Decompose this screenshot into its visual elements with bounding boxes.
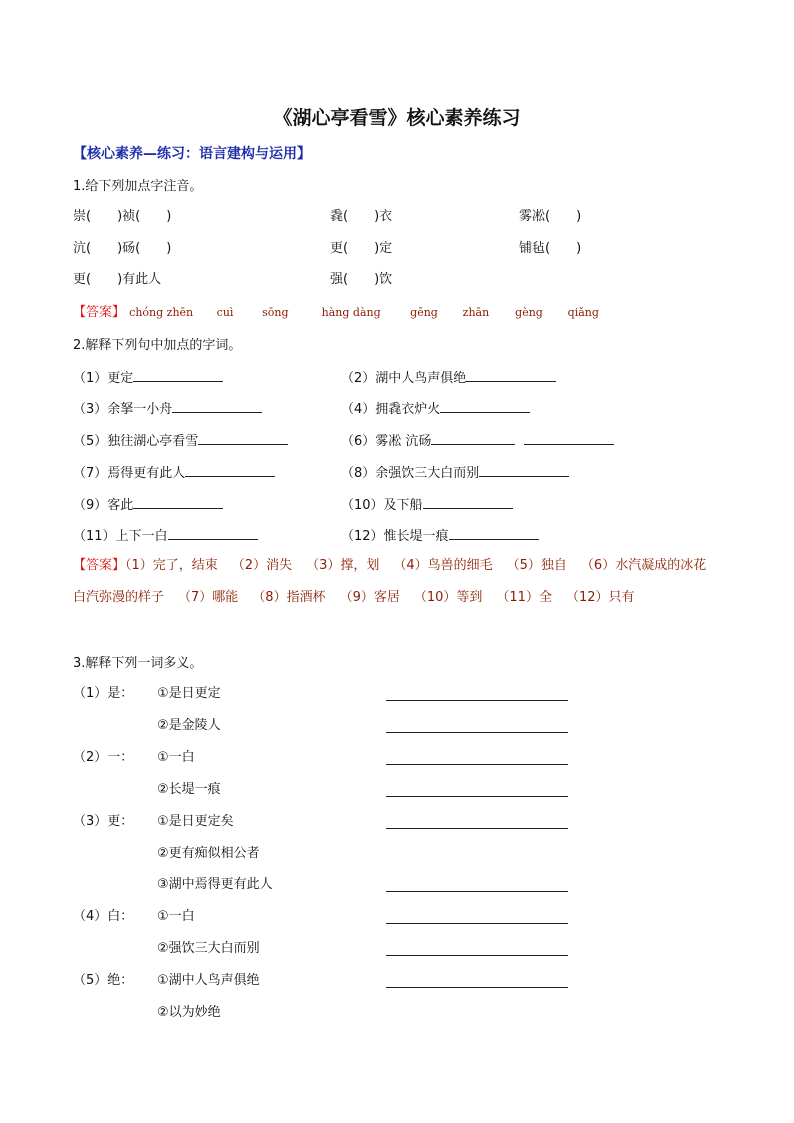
q3-item: ①是日更定 [157,686,221,701]
q1-item: 毳( )衣 [330,209,393,224]
q3-group-label: （5）绝： [73,973,134,988]
answer-line[interactable] [386,891,568,892]
answer-line[interactable] [386,764,568,765]
q1-item: 雾凇( ) [519,209,582,224]
q2-item: （10）及下船 [341,495,513,515]
answer-blank[interactable] [466,368,556,382]
q3-group-label: （2）一： [73,750,134,765]
answer-line[interactable] [386,700,568,701]
answer-blank[interactable] [198,431,288,445]
q1-item: 强( )饮 [330,272,393,287]
q3-item: ①湖中人鸟声俱绝 [157,973,260,988]
q3-item: ②更有痴似相公者 [157,846,260,861]
q2-item: （1）更定 [73,368,223,388]
answer-label: 【答案】 [73,305,126,320]
q1-answer: sōng [262,306,289,319]
q3-item: ③湖中焉得更有此人 [157,877,273,892]
answer-blank[interactable] [185,463,275,477]
answer-blank[interactable] [133,368,223,382]
answer-blank[interactable] [423,495,513,509]
q1-answer: gèng [515,306,543,319]
q1-item: 更( )定 [330,241,393,256]
q3-group-label: （4）白： [73,909,134,924]
q3-group-label: （3）更： [73,814,134,829]
q2-item: （4）拥毳衣炉火 [341,399,530,419]
answer-blank[interactable] [172,399,262,413]
q2-answer-block: 【答案】（1）完了，结束 （2）消失 （3）撑，划 （4）鸟兽的细毛 （5）独自 （6）水汽凝成的冰花 白汽弥漫的样子 （7）哪能 （8）指酒杯 （9）客居 （10）等到 （11）全 （12）只有 [73,558,720,605]
q1-item: 崇( )祯( ) [73,209,172,224]
q2-item: （5）独往湖心亭看雪 [73,431,288,451]
answer-blank[interactable] [524,431,614,445]
q1-answer: hàng dàng [321,306,381,319]
q2-item: （3）余拏一小舟 [73,399,262,419]
answer-line[interactable] [386,923,568,924]
question-1-stem: 1.给下列加点字注音。 [73,179,203,194]
answer-blank[interactable] [479,463,569,477]
answer-line[interactable] [386,796,568,797]
q3-item: ①一白 [157,750,195,765]
answer-line[interactable] [386,987,568,988]
q3-item: ②强饮三大白而别 [157,941,260,956]
q1-answer: zhān [462,306,490,319]
answer-blank[interactable] [440,399,530,413]
q2-item: （9）客此 [73,495,223,515]
q1-answer-row [73,304,618,322]
q2-item: （12）惟长堤一痕 [341,526,539,546]
answer-line[interactable] [386,828,568,829]
q1-item: 沆( )砀( ) [73,241,172,256]
q2-item: （7）焉得更有此人 [73,463,275,483]
q3-item: ②以为妙绝 [157,1005,221,1020]
q1-answer: chóng zhēn [129,306,194,319]
q2-item: （11）上下一白 [73,526,258,546]
q3-item: ①是日更定矣 [157,814,234,829]
question-2-stem: 2.解释下列句中加点的字词。 [73,338,242,353]
answer-line[interactable] [386,955,568,956]
section-heading: 【核心素养—练习：语言建构与运用】 [73,146,311,162]
answer-line[interactable] [386,732,568,733]
answer-blank[interactable] [133,495,223,509]
q2-item: （6）雾凇 沆砀 [341,431,614,451]
question-3-stem: 3.解释下列一词多义。 [73,656,203,671]
q1-answer: gēng [410,306,438,319]
q1-item: 铺毡( ) [519,241,582,256]
answer-blank[interactable] [449,526,539,540]
q3-item: ①一白 [157,909,195,924]
q3-group-label: （1）是： [73,686,134,701]
q1-item: 更( )有此人 [73,272,162,287]
q3-item: ②长堤一痕 [157,782,221,797]
page-title: 《湖心亭看雪》核心素养练习 [273,107,521,129]
answer-blank[interactable] [431,431,515,445]
answer-label: 【答案】 [73,558,126,573]
q1-answer: qiǎng [567,306,599,319]
q2-item: （2）湖中人鸟声俱绝 [341,368,556,388]
answer-blank[interactable] [168,526,258,540]
q3-item: ②是金陵人 [157,718,221,733]
q1-answer: cuì [216,306,234,319]
q2-item: （8）余强饮三大白而别 [341,463,569,483]
